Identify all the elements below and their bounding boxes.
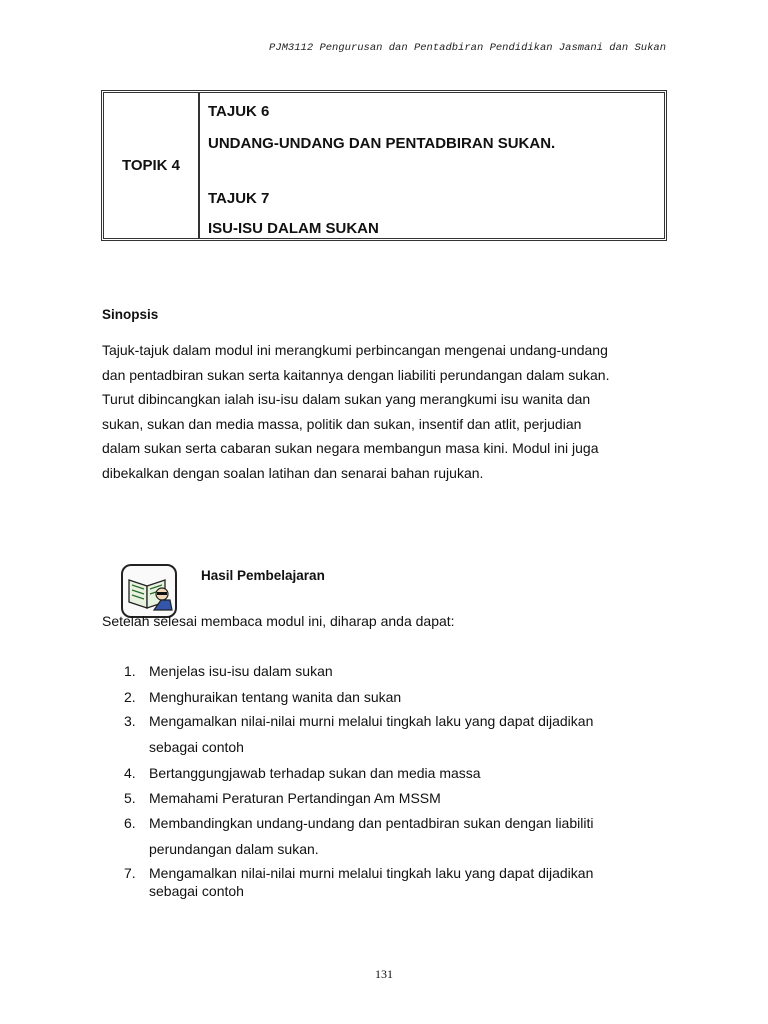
objective-item — [124, 713, 664, 755]
tajuk-6-title: UNDANG-UNDANG DAN PENTADBIRAN SUKAN. — [208, 135, 556, 152]
topic-label: TOPIK 4 — [104, 93, 200, 238]
sinopsis-line: sukan, sukan dan media massa, politik dan sukan, insentif dan atlit, perjudian — [102, 415, 582, 432]
objective-number: 1. — [124, 663, 136, 679]
sinopsis-line: dalam sukan serta cabaran sukan negara membangun masa kini. Modul ini juga — [102, 440, 599, 457]
objective-text-continued: sebagai contoh — [149, 739, 244, 755]
objective-item — [124, 865, 664, 899]
sinopsis-line: dibekalkan dengan soalan latihan dan senarai bahan rujukan. — [102, 464, 484, 481]
objective-text-continued: sebagai contoh — [149, 883, 244, 899]
objective-text: Memahami Peraturan Pertandingan Am MSSM — [149, 790, 441, 806]
objective-number: 3. — [124, 713, 136, 729]
tajuk-7-title: ISU-ISU DALAM SUKAN — [208, 220, 379, 237]
objective-item — [124, 663, 664, 679]
objective-item — [124, 765, 664, 781]
objective-number: 7. — [124, 865, 136, 881]
objective-number: 4. — [124, 765, 136, 781]
objective-item — [124, 689, 664, 705]
objective-text: Menjelas isu-isu dalam sukan — [149, 663, 333, 679]
topic-table — [101, 90, 667, 241]
objective-text: Mengamalkan nilai-nilai murni melalui tingkah laku yang dapat dijadikan — [149, 713, 594, 729]
sinopsis-line: Turut dibincangkan ialah isu-isu dalam sukan yang merangkumi isu wanita dan — [102, 391, 591, 408]
tajuk-cell — [200, 93, 664, 238]
learning-outcomes-heading: Hasil Pembelajaran — [201, 568, 325, 583]
objective-text: Mengamalkan nilai-nilai murni melalui tingkah laku yang dapat dijadikan — [149, 865, 594, 881]
sinopsis-line: Tajuk-tajuk dalam modul ini merangkumi perbincangan mengenai undang-undang — [102, 342, 608, 358]
objective-text: Membandingkan undang-undang dan pentadbiran sukan dengan liabiliti — [149, 815, 594, 831]
sinopsis-heading: Sinopsis — [102, 307, 159, 322]
objective-item — [124, 815, 664, 857]
objective-number: 5. — [124, 790, 136, 806]
running-header: PJM3112 Pengurusan dan Pentadbiran Pendidikan Jasmani dan Sukan — [269, 42, 666, 54]
learning-intro: Setelah selesai membaca modul ini, diharap anda dapat: — [102, 613, 455, 629]
page-number: 131 — [375, 967, 393, 981]
objective-number: 6. — [124, 815, 136, 831]
objective-number: 2. — [124, 689, 136, 705]
objective-text-continued: perundangan dalam sukan. — [149, 841, 319, 857]
objective-item — [124, 790, 664, 806]
tajuk-7-label: TAJUK 7 — [208, 190, 270, 207]
objective-text: Menghuraikan tentang wanita dan sukan — [149, 689, 402, 705]
sinopsis-paragraph — [102, 338, 665, 486]
book-reader-icon — [121, 564, 177, 618]
tajuk-6-label: TAJUK 6 — [208, 103, 270, 120]
sinopsis-line: dan pentadbiran sukan serta kaitannya dengan liabiliti perundangan dalam sukan. — [102, 366, 610, 383]
objective-text: Bertanggungjawab terhadap sukan dan media massa — [149, 765, 481, 781]
